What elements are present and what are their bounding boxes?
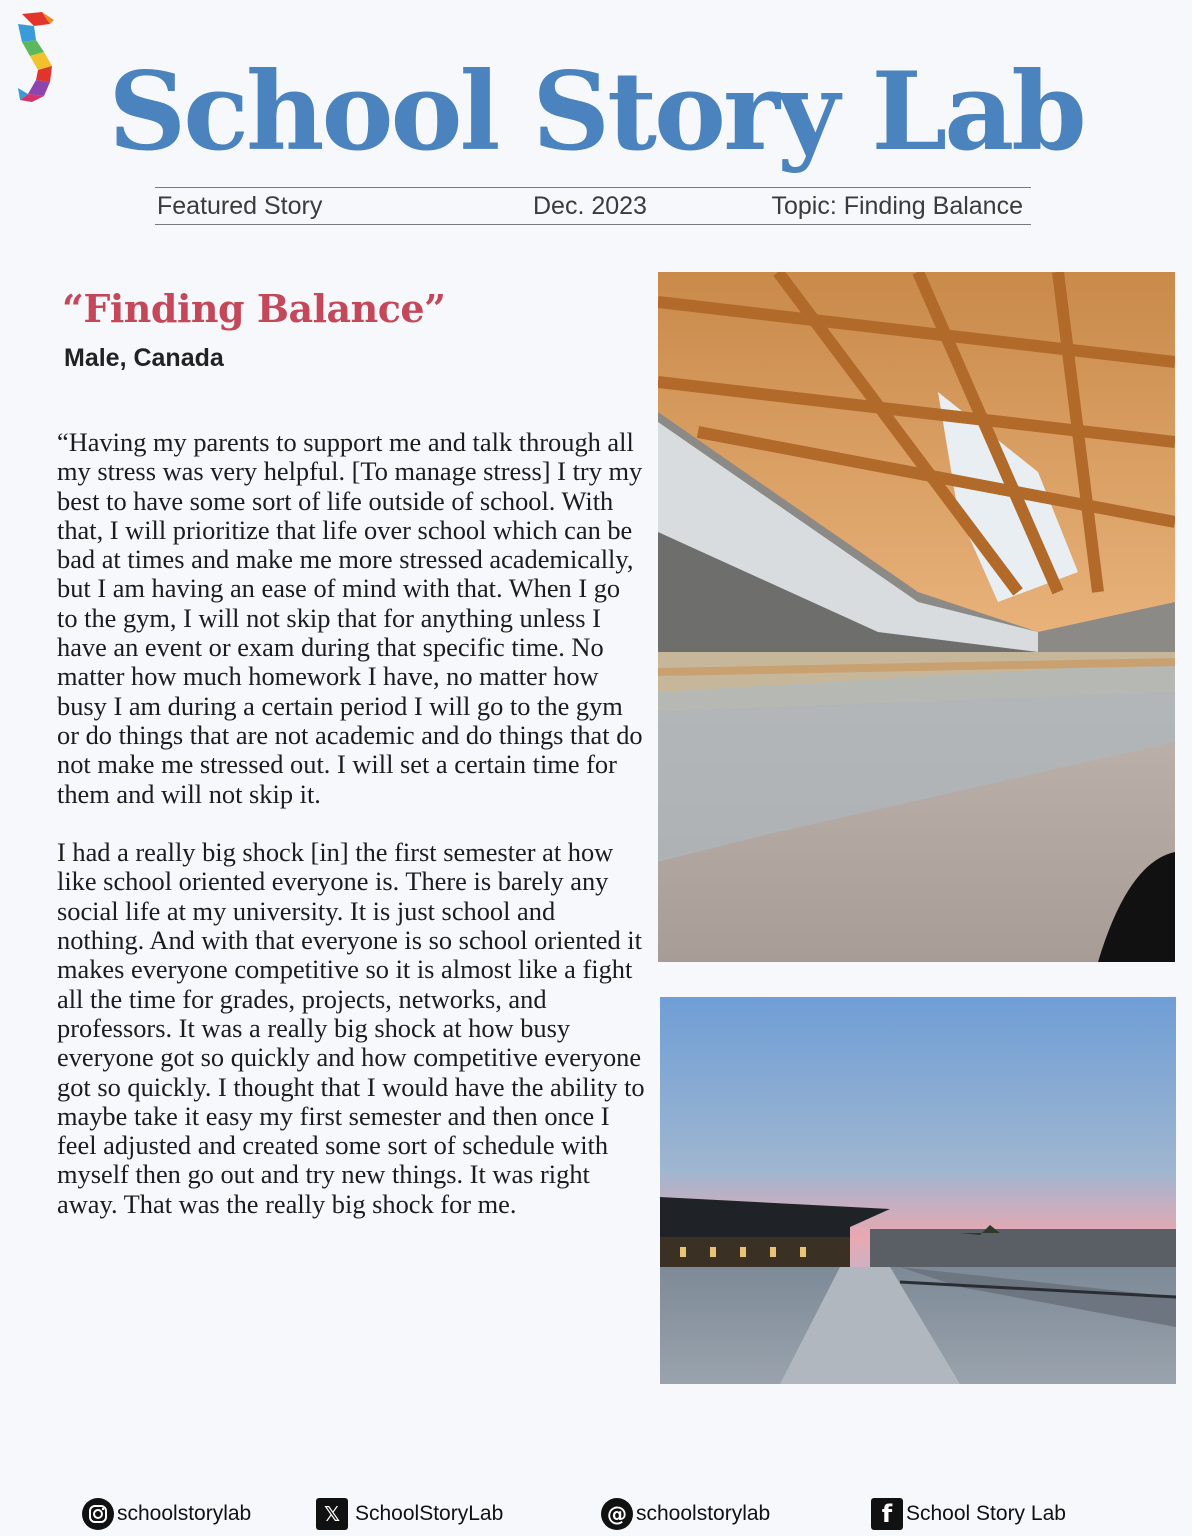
story-paragraph: “Having my parents to support me and talk through all my stress was very helpful. [To manage stress] I try my best to have some sort of life outside of school. With that, I will prioritize that life over school which can be bad at times and make me more stressed academically, but I am having an ease of mind with that. When I go to the gym, I will not skip that for anything unless I have an event or exam during that specific time. No matter how much homework I have, no matter how busy I am during a certain period I will go to the gym or do things that are not academic and do things that do not make me stressed out. I will set a certain time for them and will not skip it. <box>57 427 643 809</box>
info-bar <box>155 187 1031 225</box>
facebook-link[interactable] <box>871 1496 1066 1532</box>
featured-label: Featured Story <box>157 192 323 220</box>
atrium-photo <box>658 272 1175 962</box>
topic-label: Topic: Finding Balance <box>771 192 1023 220</box>
x-handle: SchoolStoryLab <box>355 1502 504 1525</box>
story-title: “Finding Balance” <box>62 286 446 331</box>
story-byline: Male, Canada <box>64 344 224 372</box>
instagram-link[interactable] <box>82 1496 251 1532</box>
instagram-icon <box>82 1498 114 1530</box>
threads-handle: schoolstorylab <box>636 1502 771 1525</box>
facebook-handle: School Story Lab <box>906 1502 1066 1525</box>
threads-icon: @ <box>601 1498 633 1530</box>
facebook-icon: f <box>871 1498 903 1530</box>
instagram-handle: schoolstorylab <box>117 1502 252 1525</box>
x-link[interactable] <box>316 1496 503 1532</box>
story-paragraph: I had a really big shock [in] the first semester at how like school oriented everyone is. There is barely any social life at my university. It is just school and nothing. And with that everyone is so school oriented it makes everyone competitive so it is almost like a fight all the time for grades, projects, networks, and professors. It was a really big shock at how busy everyone got so quickly and how competitive everyone got so quickly. I thought that I would have the ability to maybe take it easy my first semester and then once I feel adjusted and created some sort of schedule with myself then go out and try new things. It was right away. That was the really big shock for me. <box>57 837 645 1219</box>
issue-date: Dec. 2023 <box>533 192 647 220</box>
threads-link[interactable] <box>601 1496 770 1532</box>
masthead-title: School Story Lab <box>108 49 1084 175</box>
campus-sunset-photo <box>660 997 1176 1384</box>
x-icon: 𝕏 <box>316 1498 348 1530</box>
story-body <box>57 428 647 1248</box>
